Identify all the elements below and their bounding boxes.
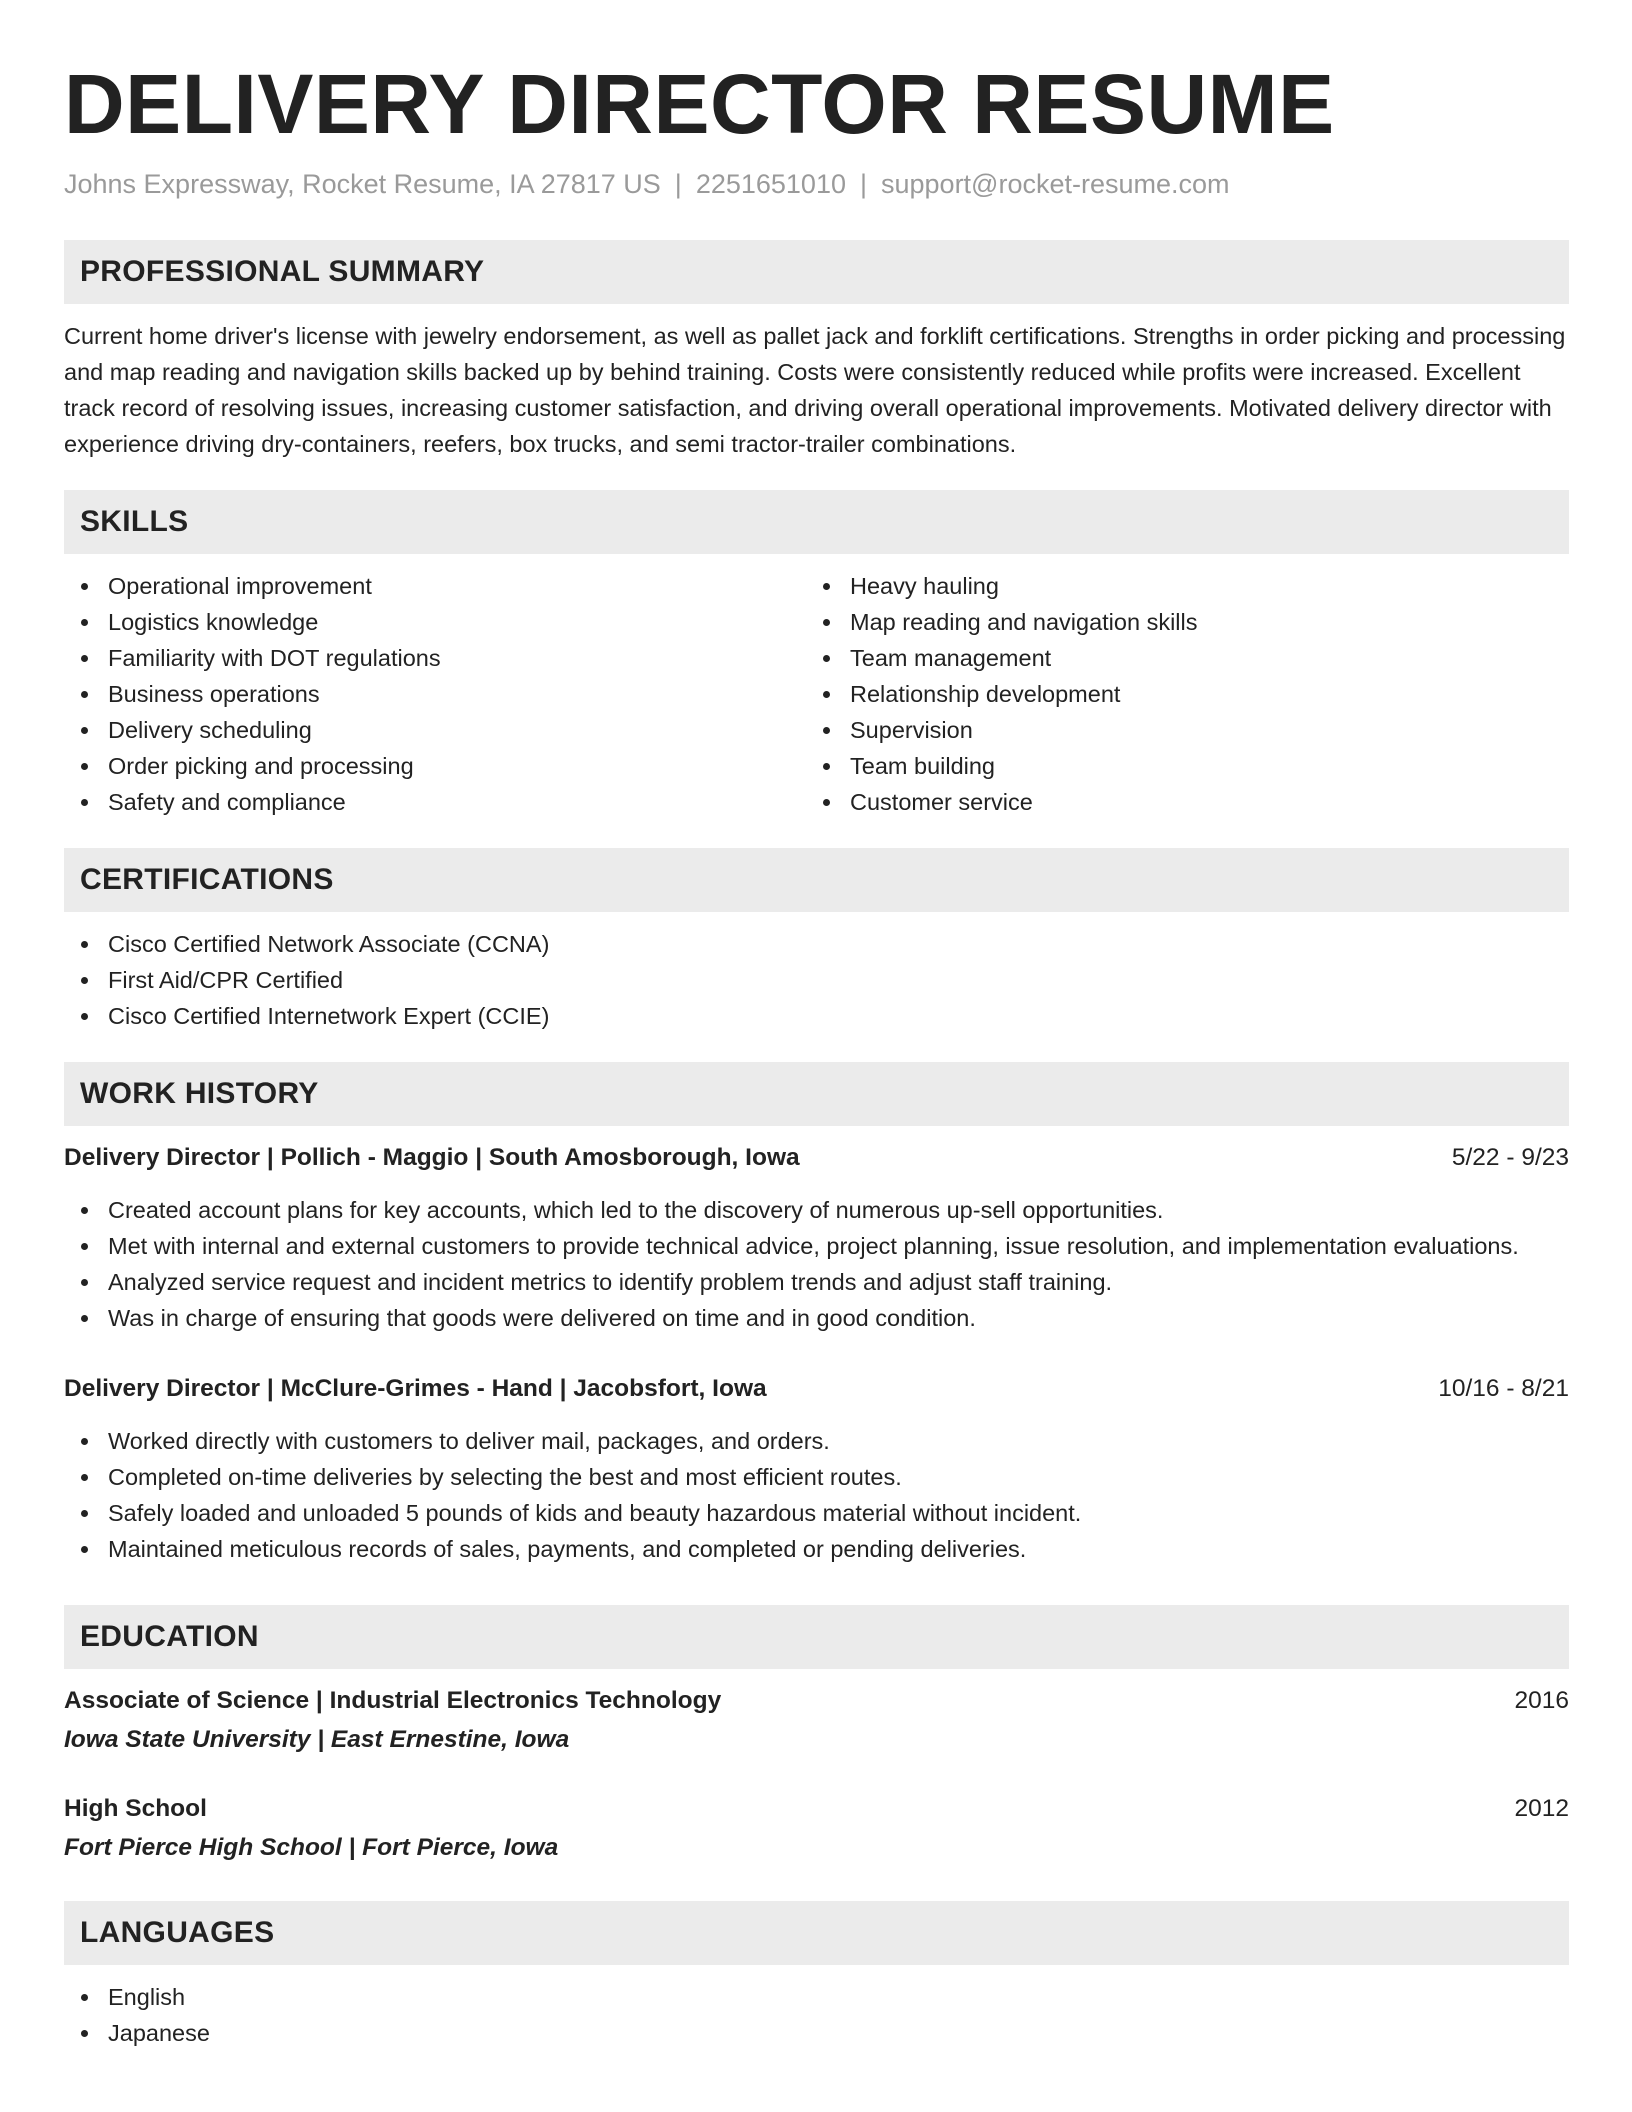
education-header — [64, 1683, 1569, 1719]
job-entry — [64, 1140, 1569, 1336]
certification-item: Cisco Certified Internetwork Expert (CCIE) — [64, 998, 1569, 1034]
job-entry — [64, 1371, 1569, 1567]
skills-list-right — [806, 568, 1548, 820]
skill-item: Map reading and navigation skills — [806, 604, 1548, 640]
job-bullet: Was in charge of ensuring that goods were delivered on time and in good condition. — [64, 1300, 1569, 1336]
skill-item: Delivery scheduling — [64, 712, 806, 748]
resume-page — [64, 0, 1569, 2051]
certification-item: Cisco Certified Network Associate (CCNA) — [64, 926, 1569, 962]
skill-item: Customer service — [806, 784, 1548, 820]
section-heading-summary: PROFESSIONAL SUMMARY — [64, 240, 1569, 304]
contact-phone: 2251651010 — [695, 169, 846, 199]
contact-separator: | — [859, 169, 867, 199]
job-dates: 10/16 - 8/21 — [1438, 1375, 1569, 1402]
skill-item: Heavy hauling — [806, 568, 1548, 604]
skill-item: Team management — [806, 640, 1548, 676]
job-title: Delivery Director | Pollich - Maggio | South Amosborough, Iowa — [64, 1144, 800, 1171]
skill-item: Team building — [806, 748, 1548, 784]
skill-item: Safety and compliance — [64, 784, 806, 820]
education-header — [64, 1791, 1569, 1827]
education-degree: Associate of Science | Industrial Electronics Technology — [64, 1687, 722, 1714]
skill-item: Order picking and processing — [64, 748, 806, 784]
contact-separator: | — [674, 169, 682, 199]
languages-list — [64, 1979, 1569, 2051]
job-bullet: Analyzed service request and incident metrics to identify problem trends and adjust staff training. — [64, 1264, 1569, 1300]
education-year: 2012 — [1514, 1795, 1569, 1822]
section-heading-certifications: CERTIFICATIONS — [64, 848, 1569, 912]
contact-line — [64, 166, 1569, 202]
job-header — [64, 1140, 1569, 1176]
job-dates: 5/22 - 9/23 — [1451, 1144, 1569, 1171]
skill-item: Supervision — [806, 712, 1548, 748]
skill-item: Familiarity with DOT regulations — [64, 640, 806, 676]
summary-text: Current home driver's license with jewelry endorsement, as well as pallet jack and forklift certifications. Strengths in order picking and processing and map reading and navigation skills backed up by behind training. Costs were consistently reduced while profits were increased. Excellent track record of resolving issues, increasing customer satisfaction, and driving overall operational improvements. Motivated delivery director with experience driving dry-containers, reefers, box trucks, and semi tractor-trailer combinations. — [64, 323, 1566, 457]
resume-title: DELIVERY DIRECTOR RESUME — [64, 57, 1335, 151]
job-bullet: Safely loaded and unloaded 5 pounds of kids and beauty hazardous material without incident. — [64, 1495, 1569, 1531]
job-bullet: Completed on-time deliveries by selecting the best and most efficient routes. — [64, 1459, 1569, 1495]
language-item: Japanese — [64, 2015, 1569, 2051]
job-bullet: Worked directly with customers to deliver mail, packages, and orders. — [64, 1423, 1569, 1459]
language-item: English — [64, 1979, 1569, 2015]
skill-item: Operational improvement — [64, 568, 806, 604]
education-entry — [64, 1683, 1569, 1758]
section-heading-skills: SKILLS — [64, 490, 1569, 554]
skill-item: Logistics knowledge — [64, 604, 806, 640]
certifications-list — [64, 926, 1569, 1034]
education-entry — [64, 1791, 1569, 1866]
education-degree: High School — [64, 1795, 207, 1822]
job-title: Delivery Director | McClure-Grimes - Hand | Jacobsfort, Iowa — [64, 1375, 767, 1402]
contact-email[interactable]: support@rocket-resume.com — [881, 169, 1230, 199]
contact-address: Johns Expressway, Rocket Resume, IA 27817 US — [64, 169, 661, 199]
job-bullet: Met with internal and external customers to provide technical advice, project planning, issue resolution, and implementation evaluations. — [64, 1228, 1569, 1264]
job-header — [64, 1371, 1569, 1407]
skills-grid — [64, 568, 1569, 820]
section-heading-languages: LANGUAGES — [64, 1901, 1569, 1965]
job-bullets — [64, 1192, 1569, 1336]
job-bullets — [64, 1423, 1569, 1567]
certification-item: First Aid/CPR Certified — [64, 962, 1569, 998]
education-year: 2016 — [1514, 1687, 1569, 1714]
education-school: Fort Pierce High School | Fort Pierce, Iowa — [64, 1834, 559, 1861]
skill-item: Business operations — [64, 676, 806, 712]
section-heading-work: WORK HISTORY — [64, 1062, 1569, 1126]
skills-list-left — [64, 568, 806, 820]
job-bullet: Created account plans for key accounts, which led to the discovery of numerous up-sell opportunities. — [64, 1192, 1569, 1228]
education-school: Iowa State University | East Ernestine, Iowa — [64, 1726, 570, 1753]
job-bullet: Maintained meticulous records of sales, payments, and completed or pending deliveries. — [64, 1531, 1569, 1567]
section-heading-education: EDUCATION — [64, 1605, 1569, 1669]
skill-item: Relationship development — [806, 676, 1548, 712]
